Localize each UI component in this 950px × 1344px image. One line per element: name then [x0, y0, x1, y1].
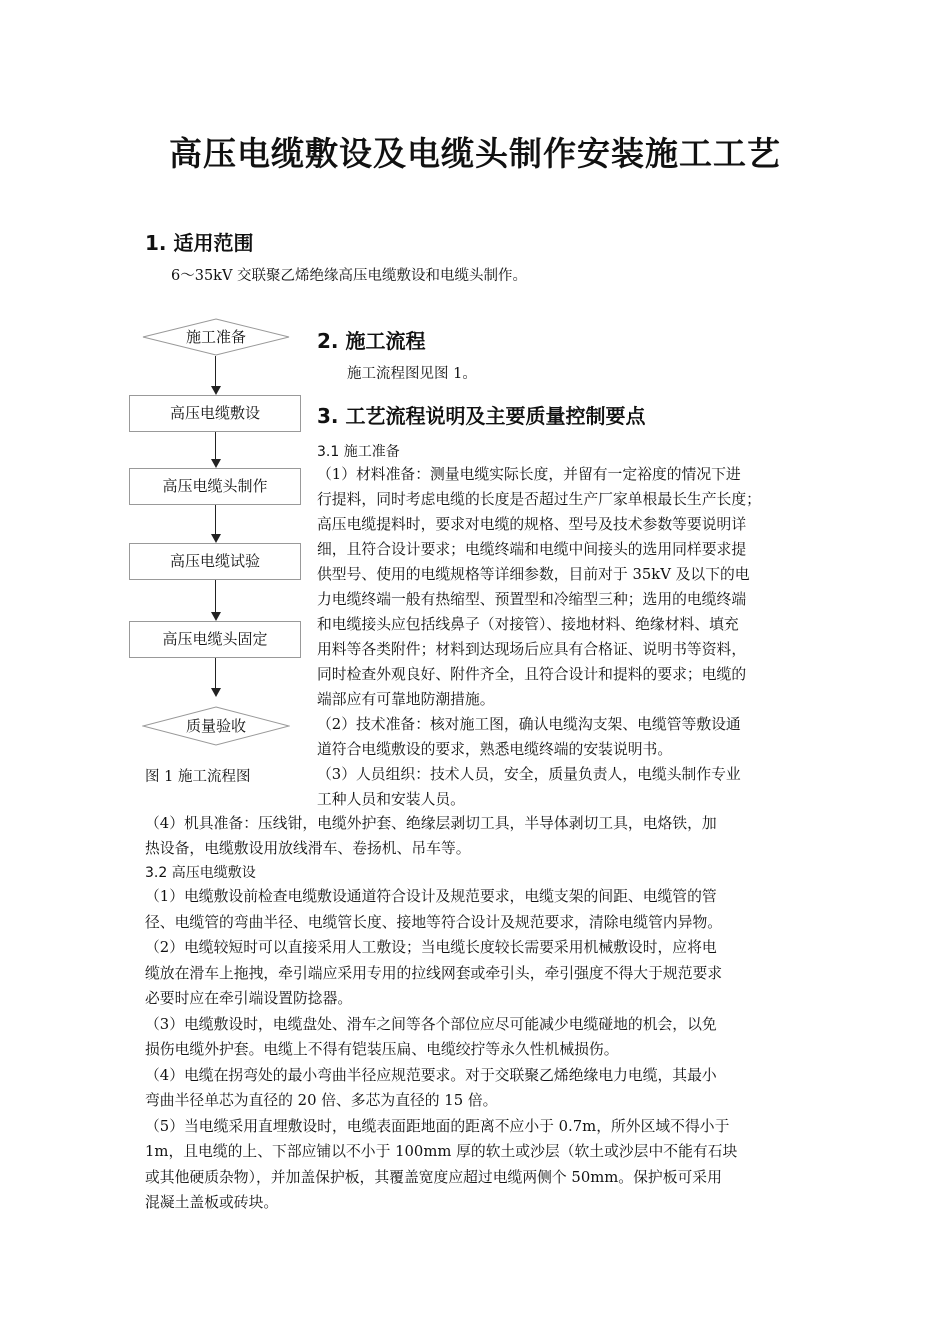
flow-arrow: [215, 658, 216, 688]
text-line: （4）电缆在拐弯处的最小弯曲半径应规范要求。对于交联聚乙烯绝缘电力电缆，其最小: [145, 1066, 717, 1084]
text-line: （2）电缆较短时可以直接采用人工敷设；当电缆长度较长需要采用机械敷设时，应将电: [145, 939, 717, 956]
arrow-down-icon: [211, 534, 221, 543]
text-line: 细，且符合设计要求；电缆终端和电缆中间接头的选用同样要求提: [317, 541, 747, 558]
text-line: （3）人员组织：技术人员，安全，质量负责人，电缆头制作专业: [317, 766, 741, 783]
text-line: 供型号、使用的电缆规格等详细参数，目前对于 35kV 及以下的电: [317, 566, 750, 583]
subsection-3-1-heading: 3.1 施工准备: [317, 444, 400, 460]
text-line: 1m，且电缆的上、下部应铺以不小于 100mm 厚的软土或沙层（软土或沙层中不能有石块: [145, 1143, 738, 1160]
text-line: 端部应有可靠地防潮措施。: [317, 691, 495, 708]
paragraph-cable-laying: [145, 884, 737, 1216]
flow-arrow: [215, 432, 216, 459]
flow-arrow: [215, 580, 216, 612]
arrow-down-icon: [211, 688, 221, 697]
paragraph-tool-prep: [145, 811, 717, 861]
text-line: 损伤电缆外护套。电缆上不得有铠装压扁、电缆绞拧等永久性机械损伤。: [145, 1041, 619, 1058]
flow-step-box: 高压电缆试验: [129, 543, 301, 580]
text-line: 弯曲半径单芯为直径的 20 倍、多芯为直径的 15 倍。: [145, 1092, 498, 1109]
text-line: 或其他硬质杂物），并加盖保护板，其覆盖宽度应超过电缆两侧个 50mm。保护板可采用: [145, 1168, 722, 1186]
text-line: 必要时应在牵引端设置防捻器。: [145, 990, 353, 1007]
text-line: 同时检查外观良好、附件齐全，且符合设计和提料的要求；电缆的: [317, 666, 747, 683]
arrow-down-icon: [211, 386, 221, 395]
flow-step-box: 高压电缆敷设: [129, 395, 301, 432]
text-line: （1）材料准备：测量电缆实际长度，并留有一定裕度的情况下进: [317, 466, 741, 483]
text-line: （4）机具准备：压线钳，电缆外护套、绝缘层剥切工具，半导体剥切工具，电烙铁，加: [145, 815, 717, 832]
section-1-body: 6～35kV 交联聚乙烯绝缘高压电缆敷设和电缆头制作。: [171, 268, 528, 284]
text-line: （1）电缆敷设前检查电缆敷设通道符合设计及规范要求，电缆支架的间距、电缆管的管: [145, 888, 717, 905]
section-2-body: 施工流程图见图 1。: [347, 366, 477, 382]
text-line: 混凝土盖板或砖块。: [145, 1194, 279, 1211]
subsection-3-2-heading: 3.2 高压电缆敷设: [145, 865, 256, 881]
flow-step-box: 高压电缆头固定: [129, 621, 301, 658]
arrow-down-icon: [211, 612, 221, 621]
text-line: （5）当电缆采用直埋敷设时，电缆表面距地面的距离不应小于 0.7m，所外区域不得小于: [145, 1117, 730, 1135]
arrow-down-icon: [211, 459, 221, 468]
text-line: 和电缆接头应包括线鼻子（对接管）、接地材料、绝缘材料、填充: [317, 616, 739, 633]
section-1-heading: 1. 适用范围: [145, 231, 254, 255]
text-line: 缆放在滑车上拖拽，牵引端应采用专用的拉线网套或牵引头，牵引强度不得大于规范要求: [145, 964, 723, 982]
flow-arrow: [215, 505, 216, 534]
flow-step-label: 质量验收: [185, 717, 246, 735]
section-3-heading: 3. 工艺流程说明及主要质量控制要点: [317, 404, 646, 428]
text-line: 工种人员和安装人员。: [317, 791, 465, 808]
figure-caption: 图 1 施工流程图: [145, 769, 251, 785]
text-line: 用料等各类附件；材料到达现场后应具有合格证、说明书等资料，: [317, 641, 747, 658]
text-line: （3）电缆敷设时，电缆盘处、滑车之间等各个部位应尽可能减少电缆碰地的机会，以免: [145, 1015, 717, 1033]
text-line: 热设备，电缆敷设用放线滑车、卷扬机、吊车等。: [145, 840, 471, 857]
document-title: 高压电缆敷设及电缆头制作安装施工工艺: [169, 134, 781, 173]
text-line: 道符合电缆敷设的要求，熟悉电缆终端的安装说明书。: [317, 741, 673, 758]
text-line: （2）技术准备：核对施工图，确认电缆沟支架、电缆管等敷设通: [317, 716, 741, 733]
text-line: 径、电缆管的弯曲半径、电缆管长度、接地等符合设计及规范要求，清除电缆管内异物。: [145, 913, 723, 931]
text-line: 力电缆终端一般有热缩型、预置型和冷缩型三种；选用的电缆终端: [317, 591, 747, 608]
section-2-heading: 2. 施工流程: [317, 329, 426, 353]
flow-step-box: 高压电缆头制作: [129, 468, 301, 505]
flow-step-label: 施工准备: [185, 328, 246, 346]
text-line: 高压电缆提料时，要求对电缆的规格、型号及技术参数等要说明详: [317, 516, 747, 533]
text-line: 行提料，同时考虑电缆的长度是否超过生产厂家单根最长生产长度；: [317, 491, 761, 508]
paragraph-material-prep: [317, 462, 761, 812]
flow-arrow: [215, 356, 216, 386]
